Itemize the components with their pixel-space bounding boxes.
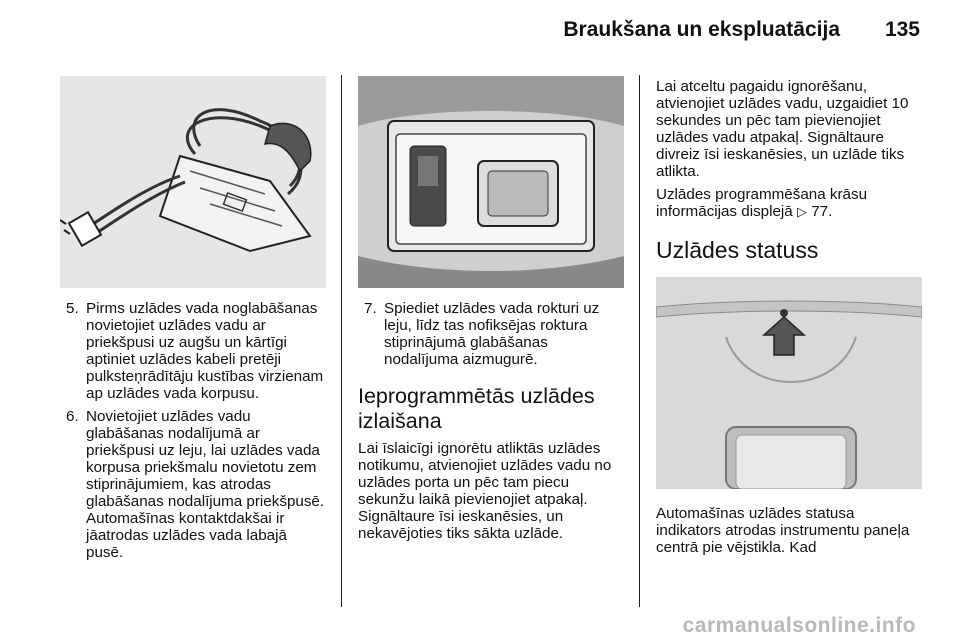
body-paragraph: Uzlādes programmēšana krāsu informācijas displejā ▷ 77. bbox=[656, 186, 868, 220]
column-3 bbox=[656, 78, 922, 562]
column-divider bbox=[639, 75, 640, 607]
page-number: 135 bbox=[884, 18, 920, 41]
charge-status-indicator-illustration bbox=[656, 277, 922, 489]
list-item: 5. Pirms uzlādes vada noglabāšanas novietojiet uzlādes vadu ar priekšpusi uz augšu un kārtīgi aptiniet uzlādes kabeli pretēji pulksteņrādītāju kustības virzienam ap uzlādes vada korpusu. bbox=[66, 300, 324, 402]
list-item: 7. Spiediet uzlādes vada rokturi uz leju, līdz tas nofiksējas roktura stiprinājumā glabāšanas nodalījuma aizmugurē. bbox=[364, 300, 600, 368]
body-paragraph: Automašīnas uzlādes statusa indikators atrodas instrumentu paneļa centrā pie vējstikla. Kad bbox=[656, 505, 910, 556]
storage-compartment-illustration bbox=[358, 76, 624, 288]
page-header bbox=[0, 0, 960, 60]
section-heading: Ieprogrammētās uzlādes izlaišana bbox=[358, 384, 595, 433]
body-paragraph: Lai atceltu pagaidu ignorēšanu, atvienojiet uzlādes vadu, uzgaidiet 10 sekundes un pēc tam pievienojiet uzlādes vadu atpakaļ. Signāltaure divreiz īsi ieskanēsies, un uzlāde tiks atlikta. bbox=[656, 78, 909, 180]
storage-compartment-drawing bbox=[358, 76, 624, 288]
column-divider bbox=[341, 75, 342, 607]
column-1 bbox=[60, 76, 326, 567]
watermark: carmanualsonline.info bbox=[682, 614, 916, 637]
dashboard-drawing bbox=[656, 277, 922, 489]
charging-cord-illustration bbox=[60, 76, 326, 288]
chapter-title: Braukšana un ekspluatācija bbox=[563, 18, 840, 41]
section-heading: Uzlādes statuss bbox=[656, 237, 819, 263]
column-2 bbox=[358, 76, 624, 548]
charging-cord-drawing bbox=[60, 76, 326, 288]
body-paragraph: Lai īslaicīgi ignorētu atliktās uzlādes notikumu, atvienojiet uzlādes vadu no uzlādes porta un pēc tam piecu sekunžu laikā pievienojiet atpakaļ. Signāltaure īsi ieskanēsies, un nekavējoties tiks sākta uzlāde. bbox=[358, 440, 612, 542]
page-reference-icon: ▷ bbox=[796, 204, 807, 219]
list-item: 6. Novietojiet uzlādes vadu glabāšanas nodalījumā ar priekšpusi uz leju, lai uzlādes vada korpusa priekšmalu novietotu zem stiprinājumiem, kas atrodas glabāšanas nodalījuma priekšpusē. Automašīnas kontaktdakšai ir jāatrodas uzlādes vada labajā pusē. bbox=[66, 408, 325, 561]
